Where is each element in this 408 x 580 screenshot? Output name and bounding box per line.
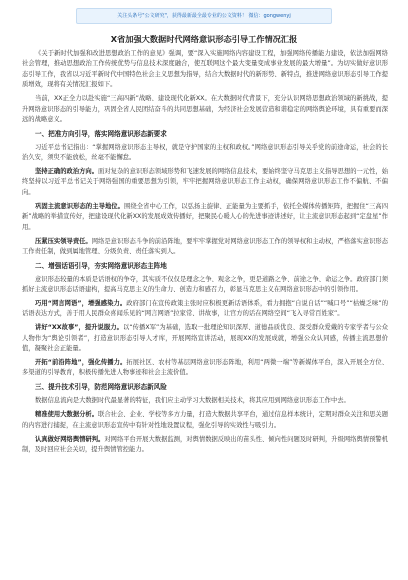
body-paragraph [22, 237, 388, 258]
section-heading: 二、增强话语引导，夯实网络意识形态主阵地 [35, 261, 167, 270]
paragraph-lead: 压紧压实领导责任。 [35, 237, 92, 245]
paragraph-text: 当前，XX正全力以赴实施“三高四新”战略、建设现代化新XX。在大数据时代背景下，充分认识网络思想政治领域的新挑战，提升网络意识形态的引导能力，巩固全省人民团结奋斗的共同思想基础，为经济社会发展营造和谐稳定的网络舆论环境，具有重要而深远的战略意义。 [22, 95, 388, 123]
body-paragraph [22, 299, 388, 320]
paragraph-lead: 坚持正确的政治方向。 [35, 168, 99, 176]
paragraph-text: 习近平总书记指出：“掌握网络意识形态主导权，就是守护国家的主权和政权。”网络意识形态引导关乎党的前途命运，社会的长治久安，须臾不能放松，丝毫不能懈怠。 [22, 143, 388, 162]
paragraph-text: 《关于新时代加强和改进思想政治工作的意见》强调，要“深入实施网络内容建设工程，加强网络传播能力建设，依法加强网络社会管理，推动思想政治工作传统优势与信息技术深度融合，使互联网这个最大变量变成事业发展的最大增量”。为切实做好意识形态引导工作，我省以习近平新时代中国特色社会主义思想为指导，结合大数据时代的新形势、新特点，推进网络意识形态引导工作提质增效，现将有关情况汇报如下。 [22, 50, 388, 89]
paragraph-lead: 认真做好网络舆情研判。 [35, 435, 105, 443]
document-body [22, 49, 388, 459]
paragraph-text: 网络是意识形态斗争的前沿阵地，要牢牢掌握党对网络意识形态工作的领导权和主动权，严格落实意识形态工作责任制，做到属地管理、分级负责、责任落实到人。 [22, 237, 389, 255]
paragraph-lead: 巩固主流意识形态的主导地位。 [35, 202, 125, 210]
paragraph-lead: 巧用“网言网语”，增强感染力。 [35, 300, 127, 308]
body-paragraph [22, 202, 388, 233]
promo-banner[interactable]: 关注头条号"公文研究"，获得最新最全最专业的公文资料！ 微信：gongwenyj [76, 8, 332, 24]
paragraph-text: 政府部门在宣传政策主张时应积极更新话语体系，看力拥抱“自说自话”“喊口号”“枯燥乏味”的话语表达方式，善于用人民群众喜闻乐见的“网言网语”拉家常、讲故事，让官方的话在网络空间“飞入寻常百姓家”。 [22, 300, 389, 318]
body-paragraph [22, 143, 388, 164]
section-heading: 一、把准方向引导，落实网络意识形态新要求 [35, 129, 167, 138]
paragraph-lead: 讲好“XX故事”，提升说服力。 [35, 324, 123, 332]
paragraph-text: 拓展社区、农村等基层网络意识形态阵地，利用“两微一端”等新媒体平台，深入开展全方位、多渠道的引导教育，积极传播先进人物事迹和社会主流价值。 [22, 359, 389, 377]
body-paragraph [22, 410, 388, 431]
paragraph-lead: 精准使用大数据分析。 [35, 411, 99, 419]
paragraph-lead: 开拓“前沿阵地”，强化传播力。 [35, 359, 127, 367]
paragraph-text: 意识形态较量的本质是话语权的争夺，其实质不仅仅是理念之争、观念之争，更是道路之争、前途之争、命运之争。政府部门须抓好主流意识形态话语建构，提高马克思主义的生命力、创造力和感召力，彰显马克思主义在网络意识形态中的引领作用。 [22, 275, 388, 294]
body-paragraph [22, 435, 388, 456]
body-paragraph [22, 49, 388, 91]
body-paragraph [22, 167, 388, 198]
paragraph-text: 联合社会、企业、学校等多方力量，打造大数据共享平台，通过信息样本统计，定期对群众关注和思关题的内容进行捕捉，在主流意识形态宣传中有针对性地设置议程，强化引导的实效性与吸引力。 [22, 411, 389, 429]
paragraph-text: 对网络平台开展大数据监测，对舆情数据反映出的苗头性、倾向性问题及时研判，升级网络舆情预警机制，及时回应社会关切，提升舆情管控能力。 [22, 435, 389, 453]
body-paragraph [22, 396, 388, 406]
section-heading: 三、提升技术引导，防范网络意识形态新风险 [35, 383, 167, 392]
body-paragraph [22, 323, 388, 354]
paragraph-text: 围绕全省中心工作，以弘扬主旋律、正能量为主要抓手，依托全媒体传播矩阵，把握住“三高四新”战略的举措宣传好，把建设现代化新XX的发展成效传播好，把聚民心暖人心的先进事迹讲述好，让主流意识形态起到“定盘星”作用。 [22, 202, 389, 231]
document-title: X省加强大数据时代网络意识形态引导工作情况汇报 [110, 34, 298, 44]
paragraph-text: 数据信息流向是大数据时代最显著的特征，我们应主动学习大数据相关技术，将其应用到网络意识形态工作中去。 [35, 397, 350, 405]
paragraph-text: 面对复杂的意识形态领域形势和飞速发展的网络信息技术，要始终坚守马克思主义指导思想的一元性，始终坚持以习近平总书记关于网络强国的重要思想为引领，牢牢把握网络意识形态工作主动权，确保网络意识形态工作不偏航、不偏向。 [22, 168, 389, 196]
body-paragraph [22, 94, 388, 125]
body-paragraph [22, 275, 388, 296]
body-paragraph [22, 358, 388, 379]
paragraph-text: 以“传播X军”为基础，选取一批理论知识深厚、道德品质优良、深受群众爱戴的专家学者与公众人物作为“舆论引领者”，打造意识形态引导人才库，开展网络宣讲活动，展现XX的发展成就，增强公众认同感，传播主流思想价值，凝聚社会正能量。 [22, 324, 388, 353]
